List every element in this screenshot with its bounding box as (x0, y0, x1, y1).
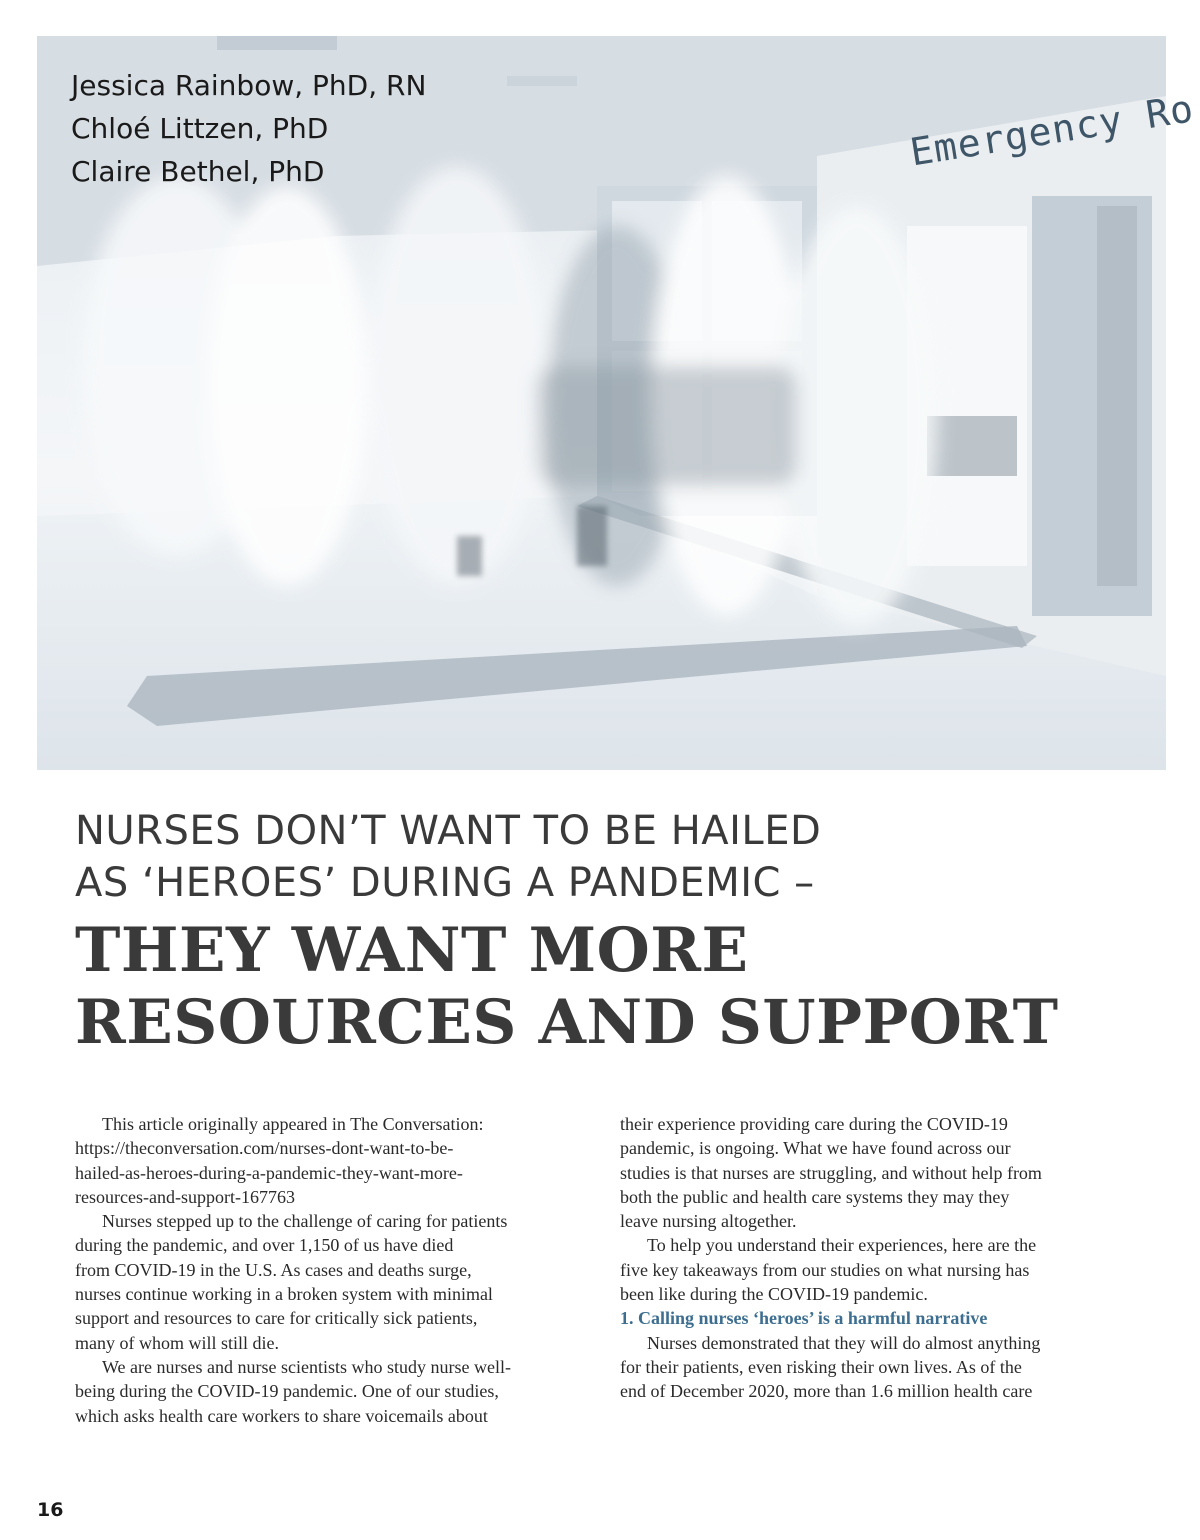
paragraph (75, 1209, 590, 1355)
headline-line: AS ‘HEROES’ DURING A PANDEMIC – (75, 860, 815, 906)
source-link[interactable]: resources-and-support-167763 (75, 1186, 295, 1207)
article-headline (75, 805, 1155, 1059)
right-column (620, 1112, 1130, 1404)
paragraph (75, 1355, 590, 1428)
text-line: which asks health care workers to share voicemails about (75, 1405, 488, 1426)
text-line: leave nursing altogether. (620, 1211, 797, 1232)
text-line: been like during the COVID-19 pandemic. (620, 1284, 928, 1305)
text-line: We are nurses and nurse scientists who study nurse well- (102, 1356, 511, 1377)
section-subhead: 1. Calling nurses ‘heroes’ is a harmful narrative (620, 1308, 988, 1329)
text-line: many of whom will still die. (75, 1332, 279, 1353)
author-list (71, 64, 426, 193)
paragraph (620, 1331, 1130, 1404)
headline-bold-line: RESOURCES AND SUPPORT (75, 987, 1059, 1058)
text-line: from COVID-19 in the U.S. As cases and deaths surge, (75, 1259, 472, 1280)
text-line: Nurses stepped up to the challenge of caring for patients (102, 1211, 508, 1232)
text-line: five key takeaways from our studies on what nursing has (620, 1259, 1030, 1280)
source-link[interactable]: hailed-as-heroes-during-a-pandemic-they-want-more- (75, 1162, 463, 1183)
text-line: both the public and health care systems they may they (620, 1186, 1010, 1207)
text-line: To help you understand their experiences, here are the (647, 1235, 1037, 1256)
paragraph (620, 1233, 1130, 1306)
source-link[interactable]: https://theconversation.com/nurses-dont-want-to-be- (75, 1138, 454, 1159)
text-line: Nurses demonstrated that they will do almost anything (647, 1332, 1041, 1353)
author-name: Chloé Littzen, PhD (71, 112, 329, 145)
text-line: end of December 2020, more than 1.6 million health care (620, 1381, 1033, 1402)
text-line: This article originally appeared in The Conversation: (102, 1114, 484, 1134)
emergency-room-sign: Emergency Ro (907, 86, 1197, 175)
left-column (75, 1112, 590, 1428)
text-line: their experience providing care during the COVID-19 (620, 1114, 1008, 1134)
headline-bold-line: THEY WANT MORE (75, 915, 749, 986)
paragraph (75, 1112, 590, 1209)
text-line: for their patients, even risking their own lives. As of the (620, 1356, 1022, 1377)
text-line: pandemic, is ongoing. What we have found across our (620, 1138, 1011, 1159)
text-line: studies is that nurses are struggling, and without help from (620, 1162, 1042, 1183)
paragraph (620, 1112, 1130, 1233)
hero-photo (37, 36, 1197, 770)
headline-line: NURSES DON’T WANT TO BE HAILED (75, 808, 822, 854)
page-number: 16 (37, 1499, 64, 1521)
author-name: Jessica Rainbow, PhD, RN (71, 69, 427, 102)
text-line: nurses continue working in a broken system with minimal (75, 1284, 493, 1305)
text-line: being during the COVID-19 pandemic. One of our studies, (75, 1381, 499, 1402)
author-name: Claire Bethel, PhD (71, 155, 325, 188)
text-line: during the pandemic, and over 1,150 of us have died (75, 1235, 454, 1256)
text-line: support and resources to care for critically sick patients, (75, 1308, 478, 1329)
